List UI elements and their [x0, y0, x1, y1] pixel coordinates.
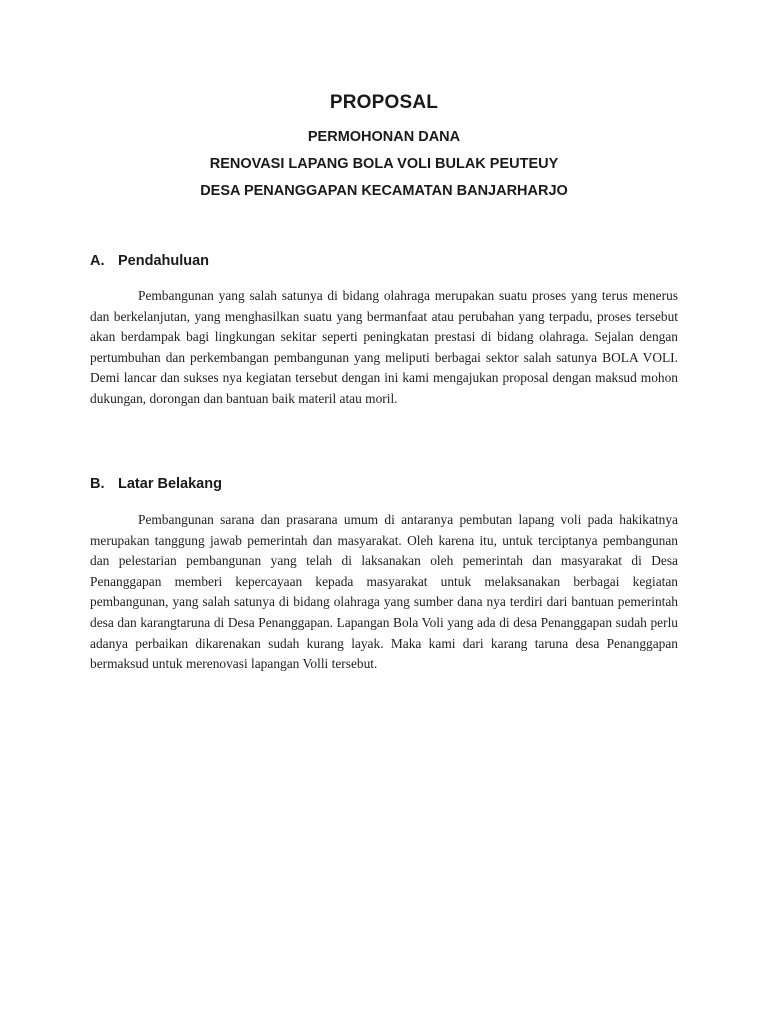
section-letter: A.: [90, 253, 105, 269]
section-heading-text: Latar Belakang: [118, 476, 222, 492]
subtitle-line-3: DESA PENANGGAPAN KECAMATAN BANJARHARJO: [200, 183, 568, 199]
section-heading-text: Pendahuluan: [118, 253, 210, 269]
section-heading-pendahuluan: [90, 253, 209, 269]
section-letter: B.: [90, 476, 105, 492]
section-body-pendahuluan: Pembangunan yang salah satunya di bidang olahraga merupakan suatu proses yang terus menerus dan berkelanjutan, yang menghasilkan suatu yang bermanfaat atau perubahan yang terpadu, proses tersebut akan berdampak bagi lingkungan sekitar seperti peningkatan prestasi di bidang olahraga. Sejalan dengan pertumbuhan dan perkembangan pembangunan yang meliputi berbagai sektor salah satunya BOLA VOLI. Demi lancar dan sukses nya kegiatan tersebut dengan ini kami mengajukan proposal dengan maksud mohon dukungan, dorongan dan bantuan baik materil atau moril.: [90, 288, 678, 406]
subtitle-line-1: PERMOHONAN DANA: [307, 129, 461, 145]
document-title: PROPOSAL: [329, 92, 439, 113]
section-heading-latar-belakang: [90, 476, 222, 492]
section-body-latar-belakang: Pembangunan sarana dan prasarana umum di antaranya pembutan lapang voli pada hakikatnya merupakan tanggung jawab pemerintah dan masyarakat. Oleh karena itu, untuk terciptanya pembangunan dan pelestarian pembangunan yang telah di laksanakan oleh pemerintah dan masyarakat di Desa Penanggapan memberi kepercayaan kepada masyarakat untuk melaksanakan berbagai kegiatan pembangunan, yang salah satunya di bidang olahraga yang sumber dana nya terdiri dari bantuan pemerintah desa dan karangtaruna di Desa Penanggapan. Lapangan Bola Voli yang ada di desa Penanggapan sudah perlu adanya perbaikan dikarenakan sudah kurang layak. Maka kami dari karang taruna desa Penanggapan bermaksud untuk merenovasi lapangan Volli tersebut.: [90, 512, 678, 672]
subtitle-line-2: RENOVASI LAPANG BOLA VOLI BULAK PEUTEUY: [209, 156, 559, 172]
